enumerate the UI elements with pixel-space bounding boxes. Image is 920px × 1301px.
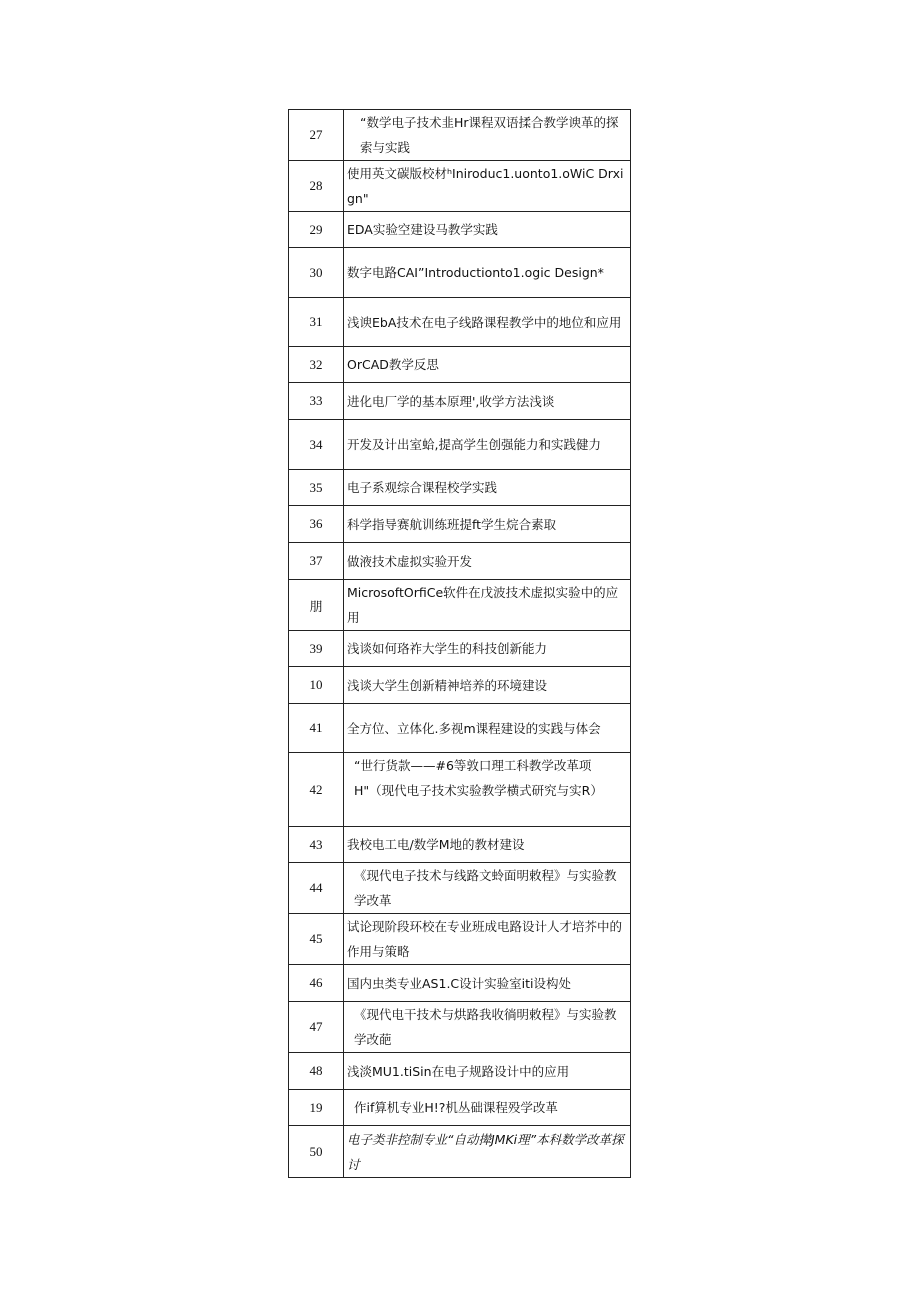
- table-row: [289, 580, 631, 631]
- row-number: 35: [289, 470, 344, 506]
- row-number: 朋: [289, 580, 344, 631]
- row-title-text: 《现代电干技术与烘路我收徜明敕程》与实验教学改葩: [354, 1007, 617, 1047]
- row-number: 45: [289, 914, 344, 965]
- table-row: [289, 212, 631, 248]
- row-title-text: 作if算机专业H!?机丛础课程殁学改革: [354, 1100, 558, 1115]
- row-title: [344, 1090, 631, 1126]
- row-title: [344, 470, 631, 506]
- row-title-text: 电子类非控制专业“自动撵JMKi理”本科数学改革探讨: [347, 1131, 624, 1172]
- row-title: [344, 1002, 631, 1053]
- row-number: 41: [289, 704, 344, 753]
- row-title: [344, 965, 631, 1002]
- row-number: 10: [289, 667, 344, 704]
- row-title: [344, 543, 631, 580]
- row-title-text: 电子系观综合课程校学实践: [347, 480, 498, 495]
- row-title-text: OrCAD教学反思: [347, 357, 439, 372]
- table-row: [289, 543, 631, 580]
- row-title-text: 浅谈大学生创新精神培养的环境建设: [347, 677, 548, 693]
- row-title: [344, 420, 631, 470]
- row-title: [344, 1053, 631, 1090]
- table-row: [289, 1090, 631, 1126]
- table-row: [289, 161, 631, 212]
- row-title: [344, 631, 631, 667]
- row-title-text: MicrosoftOrfiCe软件在戊波技术虚拟实验中的应用: [347, 585, 619, 625]
- row-title: [344, 298, 631, 347]
- row-title: [344, 1126, 631, 1178]
- row-number: 50: [289, 1126, 344, 1178]
- row-number: 44: [289, 863, 344, 914]
- row-number: 36: [289, 506, 344, 543]
- row-title-text: “世行货款——#6等敦口理工科教学改革项H"（现代电子技术实验教学横式研究与实R）: [354, 758, 603, 798]
- table-row: [289, 914, 631, 965]
- row-title-text: 科学指导赛航训练班提ft学生烷合素取: [347, 516, 557, 532]
- table-row: [289, 470, 631, 506]
- table-row: [289, 631, 631, 667]
- row-title: [344, 753, 631, 827]
- row-title: [344, 667, 631, 704]
- row-title: [344, 506, 631, 543]
- row-title: [344, 347, 631, 383]
- row-number: 27: [289, 110, 344, 161]
- row-number: 48: [289, 1053, 344, 1090]
- table-row: [289, 110, 631, 161]
- row-number: 34: [289, 420, 344, 470]
- row-title: [344, 383, 631, 420]
- row-number: 42: [289, 753, 344, 827]
- row-number: 28: [289, 161, 344, 212]
- row-number: 31: [289, 298, 344, 347]
- table-row: [289, 863, 631, 914]
- table-row: [289, 298, 631, 347]
- table-row: [289, 965, 631, 1002]
- table-row: [289, 1002, 631, 1053]
- row-title: [344, 704, 631, 753]
- row-number: 43: [289, 827, 344, 863]
- row-title-text: 浅谈如何珞祚大学生的科技创新能力: [347, 641, 548, 656]
- table-row: [289, 347, 631, 383]
- row-title-text: 我校电工电/数学M地的教材建设: [347, 837, 525, 852]
- document-table: [288, 109, 631, 1178]
- table-row: [289, 753, 631, 827]
- row-number: 30: [289, 248, 344, 298]
- row-title-text: 试论现阶段环校在专业班成电路设计人才培芥中的作用与策略: [347, 919, 623, 959]
- row-number: 19: [289, 1090, 344, 1126]
- row-title-text: 《现代电子技术与线路文蛉面明敕程》与实验教学改革: [354, 868, 617, 908]
- row-number: 32: [289, 347, 344, 383]
- row-title: [344, 827, 631, 863]
- table-row: [289, 1053, 631, 1090]
- table-row: [289, 506, 631, 543]
- row-title-text: EDA实验空建设马教学实践: [347, 222, 498, 237]
- row-title-text: 浅淡MU1.tiSin在电子规路设计中的应用: [347, 1063, 570, 1079]
- row-title-text: 数字电路CAI”Introductionto1.ogic Design*: [347, 265, 604, 280]
- table-row: [289, 704, 631, 753]
- table-row: [289, 1126, 631, 1178]
- row-number: 46: [289, 965, 344, 1002]
- row-title-text: 进化电厂学的基本原理',收学方法浅谈: [347, 393, 555, 409]
- row-title: [344, 110, 631, 161]
- row-title-text: 全方位、立体化.多视m课程建设的实践与体会: [347, 720, 601, 736]
- table-row: [289, 827, 631, 863]
- table-row: [289, 248, 631, 298]
- row-title-text: 开发及计出室蛤,提高学生创强能力和实践健力: [347, 437, 601, 452]
- row-number: 37: [289, 543, 344, 580]
- row-title: [344, 914, 631, 965]
- row-number: 29: [289, 212, 344, 248]
- row-title-text: 做液技术虚拟实验开发: [347, 553, 473, 569]
- row-title: [344, 161, 631, 212]
- row-number: 39: [289, 631, 344, 667]
- row-number: 33: [289, 383, 344, 420]
- row-title-text: 浅谀EbA技术在电子线路课程教学中的地位和应用: [347, 314, 622, 330]
- row-title-text: 使用英文碳版校材ʰIniroduc1.uonto1.oWiC Drxign": [347, 166, 624, 206]
- row-number: 47: [289, 1002, 344, 1053]
- row-title: [344, 580, 631, 631]
- row-title-text: 国内虫类专业AS1.C设计实验室iti设构处: [347, 975, 571, 991]
- row-title-text: “数学电子技术韭Hr课程双语揉合教学谀革的探索与实践: [360, 115, 619, 155]
- row-title: [344, 248, 631, 298]
- table-row: [289, 383, 631, 420]
- row-title: [344, 863, 631, 914]
- table-row: [289, 420, 631, 470]
- table-row: [289, 667, 631, 704]
- row-title: [344, 212, 631, 248]
